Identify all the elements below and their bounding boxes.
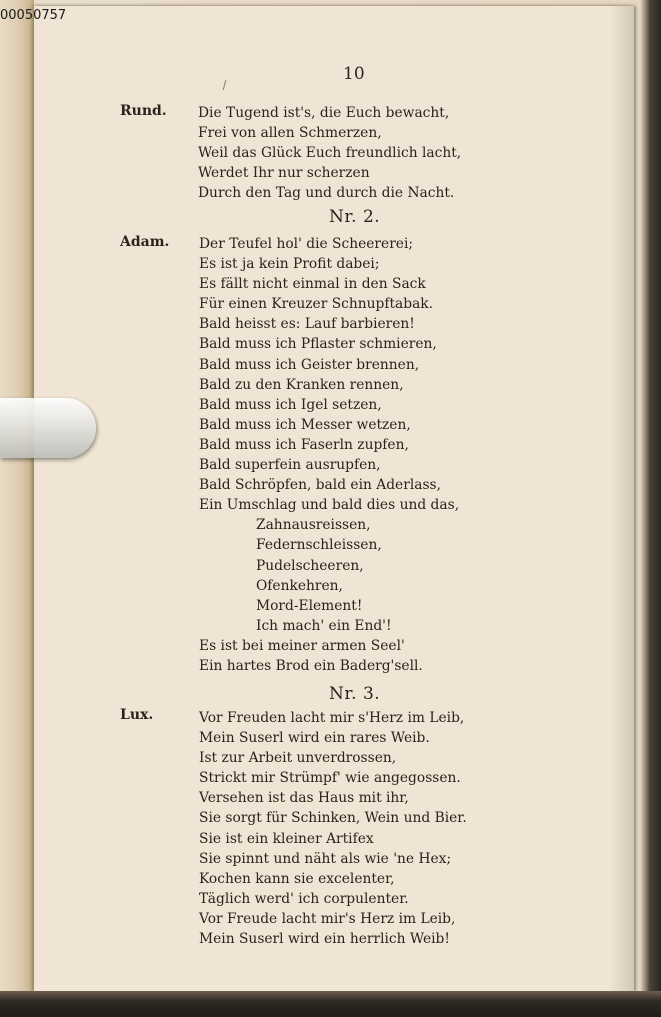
page-gutter-shadow bbox=[610, 6, 634, 991]
verse-line: Mein Suserl wird ein herrlich Weib! bbox=[199, 931, 450, 948]
verse-line: Bald Schröpfen, bald ein Aderlass, bbox=[199, 477, 441, 494]
verse-line: Frei von allen Schmerzen, bbox=[198, 125, 382, 142]
verse-line: Ist zur Arbeit unverdrossen, bbox=[199, 750, 397, 767]
verse-line: Bald muss ich Pflaster schmieren, bbox=[199, 336, 437, 353]
verse-rund bbox=[198, 103, 461, 203]
verse-line: Es fällt nicht einmal in den Sack bbox=[199, 276, 426, 293]
verse-line: Kochen kann sie excelenter, bbox=[199, 870, 395, 887]
verse-line: Weil das Glück Euch freundlich lacht, bbox=[198, 145, 462, 162]
verse-line: Bald heisst es: Lauf barbieren! bbox=[199, 316, 415, 333]
verse-line: Sie ist ein kleiner Artifex bbox=[199, 830, 374, 847]
verse-line: Der Teufel hol' die Scheererei; bbox=[199, 236, 414, 252]
verse-line: Ein hartes Brod ein Baderg'sell. bbox=[199, 657, 423, 674]
verse-line: Die Tugend ist's, die Euch bewacht, bbox=[198, 105, 450, 121]
page-number: 10 bbox=[343, 64, 365, 84]
verse-line: Durch den Tag und durch die Nacht. bbox=[198, 185, 455, 202]
page-marker-tab bbox=[0, 398, 96, 458]
verse-line: Strickt mir Strümpf' wie angegossen. bbox=[199, 770, 461, 787]
section-heading-nr2: Nr. 2. bbox=[329, 207, 381, 227]
verse-line: Werdet Ihr nur scherzen bbox=[198, 165, 370, 182]
verse-line: Pudelscheeren, bbox=[256, 557, 364, 574]
verse-line: Federnschleissen, bbox=[256, 537, 382, 554]
verse-line: Bald zu den Kranken rennen, bbox=[199, 376, 404, 393]
book-edge bbox=[0, 0, 34, 1000]
speaker-rund: Rund. bbox=[120, 103, 167, 119]
verse-line: Bald muss ich Igel setzen, bbox=[199, 396, 382, 413]
verse-line: Bald muss ich Faserln zupfen, bbox=[199, 436, 409, 453]
verse-line: Täglich werd' ich corpulenter. bbox=[199, 890, 409, 907]
verse-line: Bald superfein ausrupfen, bbox=[199, 457, 381, 474]
verse-line: Vor Freuden lacht mir s'Herz im Leib, bbox=[199, 710, 465, 726]
verse-line: Sie spinnt und näht als wie 'ne Hex; bbox=[199, 850, 452, 867]
verse-lux bbox=[199, 708, 467, 949]
verse-line: Mein Suserl wird ein rares Weib. bbox=[199, 730, 430, 747]
verse-line: Ofenkehren, bbox=[256, 577, 343, 594]
speaker-lux: Lux. bbox=[120, 707, 154, 723]
verse-line: Es ist ja kein Profit dabei; bbox=[199, 256, 380, 273]
verse-line: Zahnausreissen, bbox=[256, 517, 371, 534]
verse-line: Für einen Kreuzer Schnupftabak. bbox=[199, 296, 434, 313]
verse-line: Es ist bei meiner armen Seel' bbox=[199, 637, 405, 654]
verse-line: Versehen ist das Haus mit ihr, bbox=[199, 790, 409, 807]
verse-line: Bald muss ich Geister brennen, bbox=[199, 356, 420, 373]
verse-line: Bald muss ich Messer wetzen, bbox=[199, 416, 411, 433]
verse-line: Ich mach' ein End'! bbox=[256, 617, 392, 634]
verse-line: Ein Umschlag und bald dies und das, bbox=[199, 497, 460, 514]
verse-line: Vor Freude lacht mir's Herz im Leib, bbox=[199, 910, 456, 927]
verse-adam bbox=[199, 234, 459, 676]
speaker-adam: Adam. bbox=[120, 234, 170, 250]
scanner-bed bbox=[0, 991, 661, 1017]
verse-line: Mord-Element! bbox=[256, 597, 363, 614]
archive-id: 00050757 bbox=[0, 8, 67, 23]
section-heading-nr3: Nr. 3. bbox=[329, 684, 381, 704]
verse-line: Sie sorgt für Schinken, Wein und Bier. bbox=[199, 810, 467, 827]
